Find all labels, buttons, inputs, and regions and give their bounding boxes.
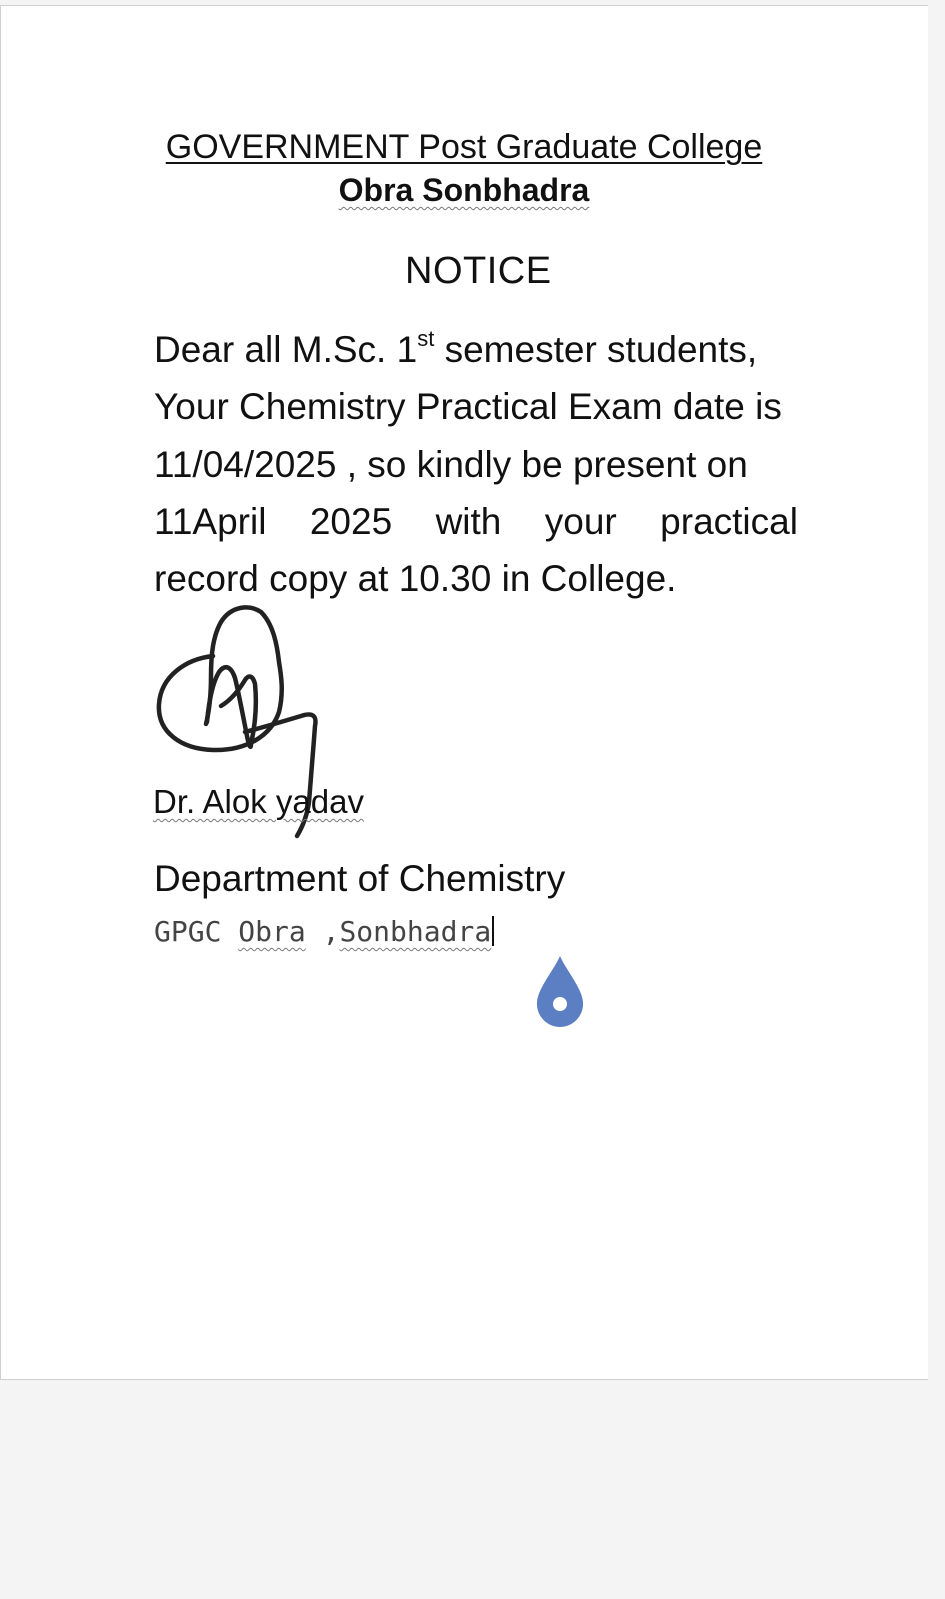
document-page[interactable]	[0, 5, 928, 1380]
notice-body-line	[154, 321, 798, 379]
ordinal-superscript: st	[417, 326, 435, 351]
college-name-heading: GOVERNMENT Post Graduate College	[165, 128, 763, 166]
body-text: semester students,	[434, 329, 758, 370]
college-place-heading: Obra Sonbhadra	[338, 172, 590, 208]
body-word: your	[544, 501, 617, 542]
signer-name: Dr. Alok yadav	[153, 783, 364, 820]
notice-body-line: Your Chemistry Practical Exam date is	[154, 386, 782, 427]
department-name: Department of Chemistry	[154, 858, 566, 899]
address-line[interactable]	[154, 915, 494, 948]
body-word: 2025	[309, 501, 393, 542]
notice-body-line: record copy at 10.30 in College.	[154, 558, 677, 599]
body-text: Dear all M.Sc. 1	[154, 329, 418, 370]
address-text: GPGC	[154, 915, 239, 948]
body-word: 11April	[154, 501, 267, 542]
body-word: with	[435, 501, 502, 542]
address-text-spellcheck: Sonbhadra	[339, 915, 492, 948]
text-selection-handle-icon[interactable]	[532, 954, 588, 1030]
notice-body-line-justified	[154, 493, 798, 551]
notice-title: NOTICE	[405, 250, 552, 292]
notice-body-line: 11/04/2025 , so kindly be present on	[154, 444, 748, 485]
address-text: ,	[305, 915, 340, 948]
address-text-spellcheck: Obra	[238, 915, 306, 948]
body-word: practical	[660, 501, 798, 542]
text-cursor	[492, 916, 494, 946]
